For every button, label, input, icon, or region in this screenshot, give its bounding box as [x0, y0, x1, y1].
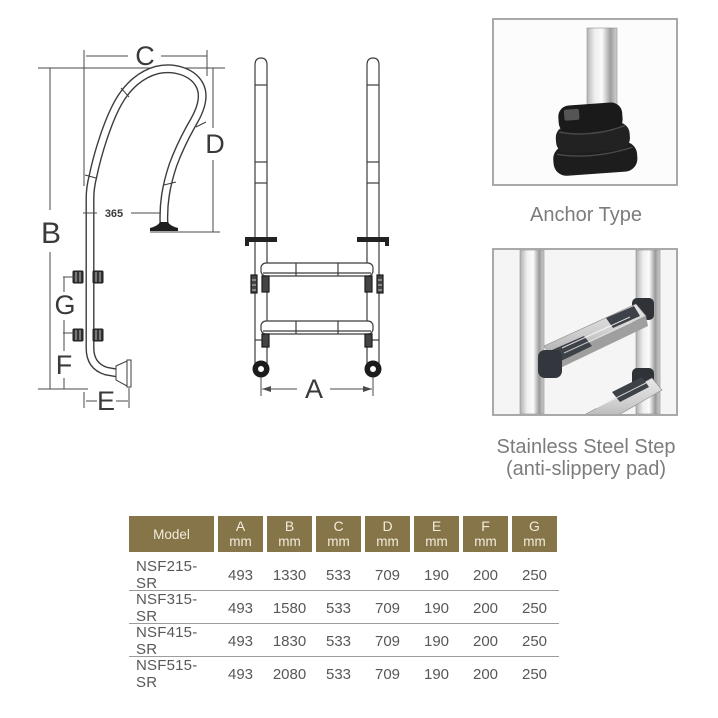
dim-label-a: A: [304, 374, 324, 404]
table-row: NSF515-SR 493 2080 533 709 190 200 250: [129, 657, 559, 689]
step-photo-illustration: [494, 250, 676, 414]
model-cell: NSF515-SR: [136, 657, 198, 691]
front-view-drawing: [245, 58, 389, 396]
post-joints: [255, 85, 379, 340]
anchor-type-caption: Anchor Type: [530, 204, 642, 226]
deck-flange: [150, 222, 178, 231]
wall-flange: [116, 360, 131, 387]
dim-label-f: F: [55, 350, 73, 380]
dim-label-g: G: [54, 290, 76, 320]
ladder-technical-drawing: [0, 0, 490, 500]
dimension-labels: [41, 41, 323, 416]
anchor-type-photo: [492, 18, 678, 186]
header-cell-b: B mm: [267, 516, 312, 552]
header-cell-c: C mm: [316, 516, 361, 552]
step-clamps: [251, 275, 383, 347]
clip-ribs: [252, 280, 382, 290]
anchor-photo-illustration: [494, 20, 676, 184]
header-cell-model: [129, 516, 214, 552]
spec-table-body: [129, 558, 559, 689]
stainless-step-caption: [480, 436, 692, 480]
header-cell-f: F mm: [463, 516, 508, 552]
handrail-tube-fill: [90, 69, 202, 373]
dim-label-d: D: [205, 129, 225, 159]
header-cell-g: G mm: [512, 516, 557, 552]
model-cell: NSF415-SR: [136, 624, 198, 658]
header-cell-a: A mm: [218, 516, 263, 552]
stainless-step-caption-line1: Stainless Steel Step: [496, 436, 676, 458]
table-row: NSF415-SR 493 1830 533 709 190 200 250: [129, 624, 559, 657]
front-steps: [261, 263, 373, 334]
stainless-step-photo: [492, 248, 678, 416]
dim-label-365: 365: [104, 208, 124, 220]
model-header-label: Model: [153, 526, 190, 542]
dim-label-e: E: [96, 386, 116, 416]
model-cell: NSF315-SR: [136, 591, 198, 625]
left-rail-tube: [520, 250, 544, 414]
model-cell: NSF215-SR: [136, 558, 198, 592]
header-cell-d: D mm: [365, 516, 410, 552]
spec-table: [129, 516, 559, 689]
dim-label-b: B: [40, 217, 62, 250]
handrail-tube-outline: [90, 69, 202, 373]
stainless-step-caption-line2: (anti-slippery pad): [505, 458, 667, 480]
table-row: NSF215-SR 493 1330 533 709 190 200 250: [129, 558, 559, 591]
spec-table-header: [129, 516, 559, 552]
table-row: NSF315-SR 493 1580 533 709 190 200 250: [129, 591, 559, 624]
dim-label-c: C: [135, 41, 155, 71]
header-cell-e: E mm: [414, 516, 459, 552]
